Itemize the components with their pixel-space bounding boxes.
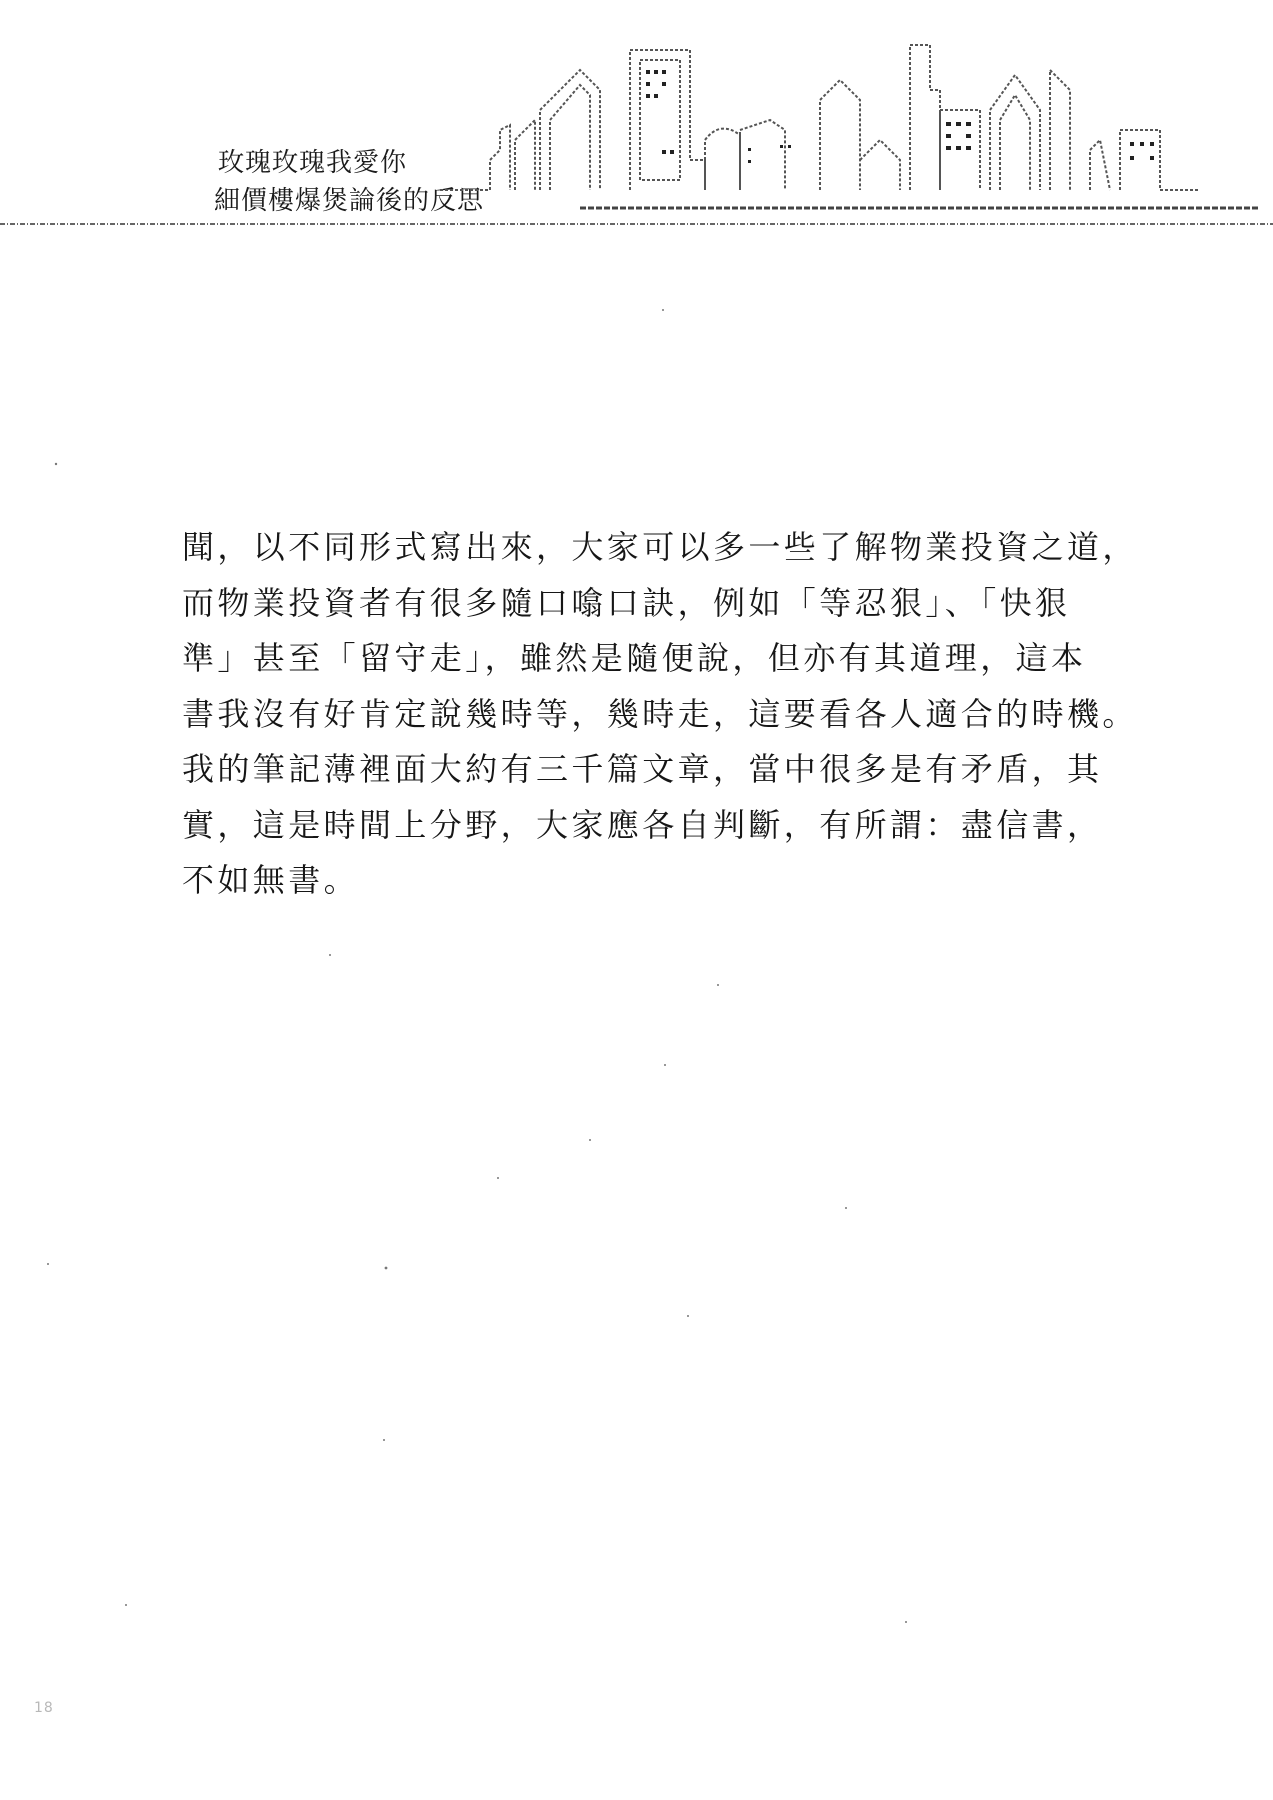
body-paragraph	[182, 520, 1172, 909]
body-line: 實，這是時間上分野，大家應各自判斷，有所謂：盡信書，	[182, 805, 1103, 844]
body-line: 而物業投資者有很多隨口噏口訣，例如「等忍狠」、「快狠	[182, 583, 1071, 622]
header-subtitle: 細價樓爆煲論後的反思	[214, 186, 485, 216]
body-line: 我的筆記薄裡面大約有三千篇文章，當中很多是有矛盾，其	[182, 750, 1103, 788]
city-skyline-illustration	[440, 30, 1260, 230]
header-title: 玫瑰玫瑰我愛你	[218, 148, 408, 178]
body-line: 不如無書。	[182, 861, 360, 899]
page-number: 18	[34, 1700, 54, 1716]
header-divider	[0, 218, 1273, 230]
body-line: 聞，以不同形式寫出來，大家可以多一些了解物業投資之道，	[182, 528, 1138, 566]
body-line: 準」甚至「留守走」，雖然是隨便說，但亦有其道理，這本	[182, 639, 1087, 677]
body-line: 書我沒有好肯定說幾時等，幾時走，這要看各人適合的時機。	[182, 694, 1138, 733]
